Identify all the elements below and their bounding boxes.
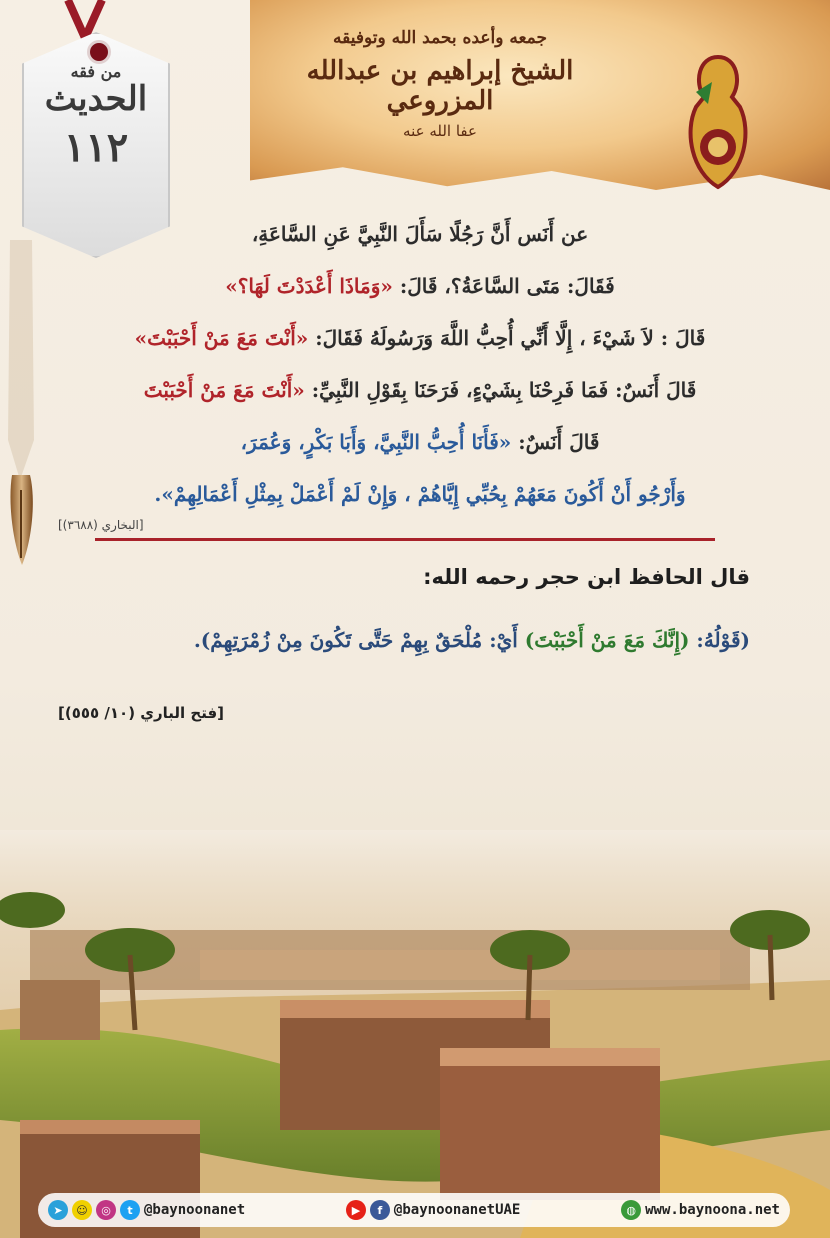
commentary-title: قال الحافظ ابن حجر رحمه الله: (423, 565, 750, 589)
prophet-quote: «أَنْتَ مَعَ مَنْ أَحْبَبْتَ (143, 378, 305, 402)
commentary-text (194, 628, 750, 652)
social-handle-uae[interactable]: @baynoonanetUAE (393, 1202, 521, 1218)
author-name: الشيخ إبراهيم بن عبدالله المزروعي (306, 56, 574, 116)
tag-title: الحديث (44, 79, 148, 119)
hadith-line (30, 416, 810, 468)
telegram-icon[interactable]: ➤ (48, 1200, 68, 1220)
tag-prefix: من فقه (70, 62, 122, 81)
social-footer (38, 1193, 790, 1227)
credit-blessing: عفا الله عنه (403, 122, 477, 140)
hadith-segment: فَقَالَ: مَتَى السَّاعَةُ؟، قَالَ: (392, 274, 615, 298)
commentary-source: [فتح الباري (١٠/ ٥٥٥)] (58, 704, 225, 722)
prophet-quote: «أَنْتَ مَعَ مَنْ أَحْبَبْتَ» (134, 326, 309, 350)
hadith-segment: قَالَ أَنَسٌ: فَمَا فَرِحْنَا بِشَيْءٍ، فَرَحَنَا بِقَوْلِ النَّبِيِّ: (304, 378, 697, 402)
social-handle[interactable]: @baynoonanet (144, 1202, 246, 1218)
hadith-text (30, 208, 810, 520)
divider-line (95, 538, 715, 541)
facebook-icon[interactable]: f (370, 1200, 390, 1220)
anas-quote: وَأَرْجُو أَنْ أَكُونَ مَعَهُمْ بِحُبِّي إِيَّاهُمْ ، وَإِنْ لَمْ أَعْمَلْ بِمِثْلِ أَعْمَالِهِمْ». (154, 482, 686, 506)
hadith-line (30, 364, 810, 416)
snapchat-icon[interactable]: ☺ (72, 1200, 92, 1220)
hadith-reference: [البخاري (٣٦٨٨)] (58, 518, 144, 532)
mud-houses-scene (0, 830, 830, 1238)
credit-line: جمعه وأعده بحمد الله وتوفيقه (332, 28, 548, 48)
tag-ring-icon (87, 40, 111, 64)
website-link[interactable]: www.baynoona.net (645, 1202, 780, 1218)
anas-quote: «فَأَنَا أُحِبُّ النَّبِيَّ، وَأَبَا بَكْرٍ، وَعُمَرَ، (240, 430, 512, 454)
hadith-number: ١١٢ (63, 124, 129, 172)
hadith-line (30, 208, 810, 260)
hadith-line (30, 468, 810, 520)
instagram-icon[interactable]: ◎ (96, 1200, 116, 1220)
commentary-segment: أَيْ: مُلْحَقٌ بِهِمْ حَتَّى تَكُونَ مِنْ زُمْرَتِهِمْ). (193, 628, 525, 652)
baynoona-logo (682, 52, 754, 192)
hadith-line (30, 260, 810, 312)
author-credit (290, 28, 590, 140)
twitter-icon[interactable]: t (120, 1200, 140, 1220)
hadith-line (30, 312, 810, 364)
hadith-segment: عن أَنَس أَنَّ رَجُلًا سَأَلَ النَّبِيَّ عَنِ السَّاعَةِ، (251, 222, 589, 246)
prophet-quote: «وَمَاذَا أَعْدَدْتَ لَهَا؟» (225, 274, 393, 298)
website-group (621, 1200, 780, 1220)
youtube-icon[interactable]: ▶ (346, 1200, 366, 1220)
globe-icon[interactable]: ◍ (621, 1200, 641, 1220)
hadith-segment: قَالَ : لاَ شَيْءَ ، إِلَّا أَنِّي أُحِبُّ اللَّهَ وَرَسُولَهُ فَقَالَ: (308, 326, 706, 350)
hadith-segment: قَالَ أَنَسٌ: (511, 430, 600, 454)
commentary-segment: (قَوْلُهُ: (689, 628, 750, 652)
tag-label (22, 62, 170, 171)
social-group-1 (48, 1200, 245, 1220)
social-group-2 (346, 1200, 520, 1220)
commentary-quote: (إِنَّكَ مَعَ مَنْ أَحْبَبْتَ) (524, 628, 690, 652)
